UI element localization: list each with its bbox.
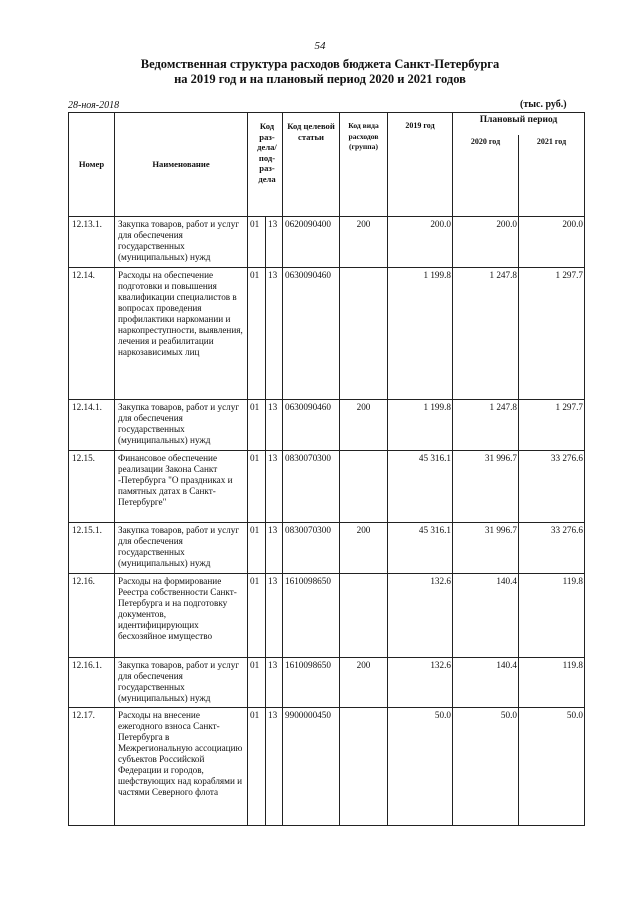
row-name: Закупка товаров, работ и услуг для обеспечения государственных (муниципальных) нужд xyxy=(115,217,248,268)
row-name: Закупка товаров, работ и услуг для обеспечения государственных (муниципальных) нужд xyxy=(115,658,248,708)
row-2019: 132.6 xyxy=(388,658,453,708)
row-2019: 45 316.1 xyxy=(388,451,453,523)
row-name: Финансовое обеспечение реализации Закона Санкт -Петербурга "О праздниках и памятных датах в Санкт-Петербурге" xyxy=(115,451,248,523)
row-2021: 119.8 xyxy=(519,574,585,658)
row-2019: 200.0 xyxy=(388,217,453,268)
row-target: 0630090460 xyxy=(283,268,340,400)
row-name: Расходы на внесение ежегодного взноса Санкт-Петербурга в Межрегиональную ассоциацию субъектов Российской Федерации и городов, шефствующих над кораблями и частями Северного флота xyxy=(115,708,248,826)
row-2019: 1 199.8 xyxy=(388,400,453,451)
row-subsection: 13 xyxy=(266,268,283,400)
header-name: Наименование xyxy=(115,113,248,217)
row-name: Расходы на обеспечение подготовки и повышения квалификации специалистов в вопросах проведения профилактики наркомании и наркопреступности, выявления, лечения и реабилитации наркозависимых лиц xyxy=(115,268,248,400)
row-2021: 33 276.6 xyxy=(519,523,585,574)
currency-unit: (тыс. руб.) xyxy=(520,99,567,110)
row-target: 1610098650 xyxy=(283,658,340,708)
row-2020: 31 996.7 xyxy=(453,523,519,574)
row-target: 9900000450 xyxy=(283,708,340,826)
row-name: Расходы на формирование Реестра собственности Санкт-Петербурга и на подготовку документов, идентифицирующих бесхозяйное имущество xyxy=(115,574,248,658)
row-expense-type xyxy=(340,574,388,658)
row-2020: 1 247.8 xyxy=(453,400,519,451)
row-number: 12.15.1. xyxy=(69,523,115,574)
header-section-code: Код раз- дела/ под- раз- дела xyxy=(248,113,283,217)
header-2020: 2020 год xyxy=(453,135,519,217)
header-planned-period: Плановый период xyxy=(453,113,585,135)
row-name: Закупка товаров, работ и услуг для обеспечения государственных (муниципальных) нужд xyxy=(115,400,248,451)
header-number: Номер xyxy=(69,113,115,217)
table-row xyxy=(69,217,585,268)
header-2021: 2021 год xyxy=(519,135,585,217)
table-row xyxy=(69,451,585,523)
row-expense-type: 200 xyxy=(340,217,388,268)
row-number: 12.14.1. xyxy=(69,400,115,451)
row-number: 12.16.1. xyxy=(69,658,115,708)
row-subsection: 13 xyxy=(266,400,283,451)
header-target-code: Код целевой статьи xyxy=(283,113,340,217)
row-target: 0630090460 xyxy=(283,400,340,451)
row-2019: 50.0 xyxy=(388,708,453,826)
row-subsection: 13 xyxy=(266,451,283,523)
row-section: 01 xyxy=(248,708,266,826)
row-number: 12.16. xyxy=(69,574,115,658)
row-number: 12.15. xyxy=(69,451,115,523)
row-target: 0830070300 xyxy=(283,523,340,574)
table-row xyxy=(69,708,585,826)
row-expense-type: 200 xyxy=(340,523,388,574)
row-expense-type xyxy=(340,708,388,826)
row-2019: 1 199.8 xyxy=(388,268,453,400)
row-2020: 140.4 xyxy=(453,658,519,708)
row-name: Закупка товаров, работ и услуг для обеспечения государственных (муниципальных) нужд xyxy=(115,523,248,574)
row-section: 01 xyxy=(248,658,266,708)
row-2020: 31 996.7 xyxy=(453,451,519,523)
row-section: 01 xyxy=(248,400,266,451)
table-row xyxy=(69,658,585,708)
row-2020: 1 247.8 xyxy=(453,268,519,400)
row-2021: 33 276.6 xyxy=(519,451,585,523)
table-row xyxy=(69,574,585,658)
row-2021: 1 297.7 xyxy=(519,400,585,451)
row-2019: 45 316.1 xyxy=(388,523,453,574)
row-subsection: 13 xyxy=(266,708,283,826)
row-target: 0620090400 xyxy=(283,217,340,268)
title-line-1: Ведомственная структура расходов бюджета Санкт-Петербурга xyxy=(140,57,500,71)
row-number: 12.14. xyxy=(69,268,115,400)
row-expense-type xyxy=(340,451,388,523)
row-2020: 200.0 xyxy=(453,217,519,268)
row-expense-type: 200 xyxy=(340,400,388,451)
document-date: 28-ноя-2018 xyxy=(68,100,120,111)
row-target: 1610098650 xyxy=(283,574,340,658)
page-number: 54 xyxy=(314,40,326,52)
row-section: 01 xyxy=(248,574,266,658)
row-target: 0830070300 xyxy=(283,451,340,523)
row-2020: 140.4 xyxy=(453,574,519,658)
row-subsection: 13 xyxy=(266,574,283,658)
document-title xyxy=(60,57,580,87)
row-subsection: 13 xyxy=(266,658,283,708)
row-2021: 119.8 xyxy=(519,658,585,708)
row-section: 01 xyxy=(248,217,266,268)
row-subsection: 13 xyxy=(266,217,283,268)
row-number: 12.17. xyxy=(69,708,115,826)
row-2019: 132.6 xyxy=(388,574,453,658)
header-2019: 2019 год xyxy=(388,113,453,217)
table-row xyxy=(69,268,585,400)
row-section: 01 xyxy=(248,268,266,400)
table-row xyxy=(69,400,585,451)
row-section: 01 xyxy=(248,523,266,574)
row-expense-type: 200 xyxy=(340,658,388,708)
row-section: 01 xyxy=(248,451,266,523)
row-2021: 1 297.7 xyxy=(519,268,585,400)
row-subsection: 13 xyxy=(266,523,283,574)
budget-table xyxy=(68,112,585,826)
row-2021: 50.0 xyxy=(519,708,585,826)
row-2021: 200.0 xyxy=(519,217,585,268)
row-expense-type xyxy=(340,268,388,400)
header-expense-type: Код вида расходов (группа) xyxy=(340,113,388,217)
title-line-2: на 2019 год и на плановый период 2020 и 2021 годов xyxy=(174,72,466,86)
row-number: 12.13.1. xyxy=(69,217,115,268)
table-row xyxy=(69,523,585,574)
row-2020: 50.0 xyxy=(453,708,519,826)
